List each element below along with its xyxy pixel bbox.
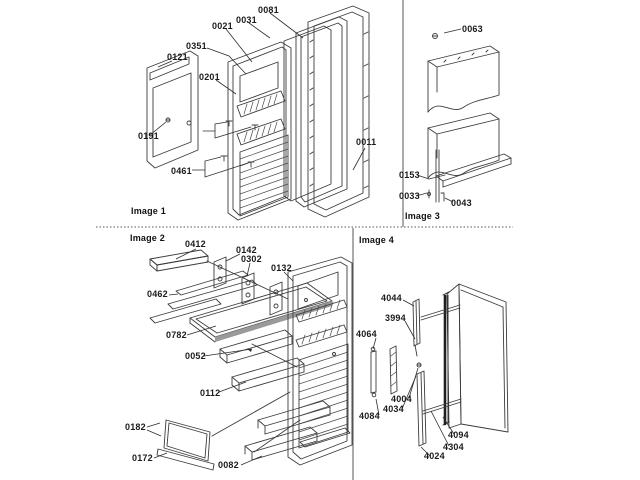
image4-screw-4004 <box>417 363 421 367</box>
callout-0082: 0082 <box>218 460 239 470</box>
callout-0021: 0021 <box>212 21 233 31</box>
image1-caption: Image 1 <box>131 206 166 216</box>
callout-4044: 4044 <box>381 293 402 303</box>
callout-0043: 0043 <box>451 198 472 208</box>
callout-0031: 0031 <box>236 15 257 25</box>
callout-3994: 3994 <box>385 313 406 323</box>
callout-4024: 4024 <box>424 451 445 461</box>
image2-access-panel <box>157 420 214 470</box>
callout-0121: 0121 <box>167 52 188 62</box>
callout-0182: 0182 <box>125 422 146 432</box>
callout-0412: 0412 <box>185 239 206 249</box>
image4-hatched-strip <box>390 346 397 394</box>
image2-handle <box>150 250 288 299</box>
image1-step-leaders <box>203 122 251 138</box>
callout-0112: 0112 <box>200 388 221 398</box>
image1-outer-door <box>308 6 369 217</box>
callout-0462: 0462 <box>147 289 168 299</box>
image2-door-liner <box>288 257 352 465</box>
image3-upper-shelf <box>428 46 499 112</box>
image4-drawing <box>371 284 508 446</box>
callout-0033: 0033 <box>399 191 420 201</box>
image1-drawing <box>147 6 369 220</box>
image4-lower-trim-4024 <box>417 371 426 446</box>
callout-0302: 0302 <box>241 254 262 264</box>
image4-upper-trim-4044 <box>413 299 420 356</box>
image2-drawing <box>150 250 352 470</box>
image4-tube-4064 <box>371 347 376 397</box>
callout-0201: 0201 <box>199 72 220 82</box>
callout-4064: 4064 <box>356 329 377 339</box>
callout-0461: 0461 <box>171 166 192 176</box>
callout-4034: 4034 <box>383 404 404 414</box>
callout-0052: 0052 <box>185 351 206 361</box>
callout-0153: 0153 <box>399 170 420 180</box>
callout-4304: 4304 <box>443 442 464 452</box>
image4-diagonal-trims <box>421 305 461 414</box>
callout-0132: 0132 <box>271 263 292 273</box>
callout-4004: 4004 <box>391 394 412 404</box>
callout-0063: 0063 <box>462 24 483 34</box>
image2-caption: Image 2 <box>130 233 165 243</box>
callout-0011: 0011 <box>356 137 377 147</box>
image1-door-front <box>147 51 198 168</box>
image3-caption: Image 3 <box>405 211 440 221</box>
image4-caption: Image 4 <box>359 235 394 245</box>
image2-connector-lines <box>212 344 300 452</box>
callout-0172: 0172 <box>132 453 153 463</box>
image1-door-gasket <box>296 17 347 207</box>
callout-0351: 0351 <box>186 41 207 51</box>
callout-0142: 0142 <box>236 245 257 255</box>
callout-4094: 4094 <box>448 430 469 440</box>
image3-screw <box>433 34 438 39</box>
image3-drawing <box>428 34 512 203</box>
callout-0191: 0191 <box>138 131 159 141</box>
image1-callout-leaders <box>150 13 365 177</box>
callout-0782: 0782 <box>166 330 187 340</box>
callout-4084: 4084 <box>359 411 380 421</box>
callout-0081: 0081 <box>258 5 279 15</box>
